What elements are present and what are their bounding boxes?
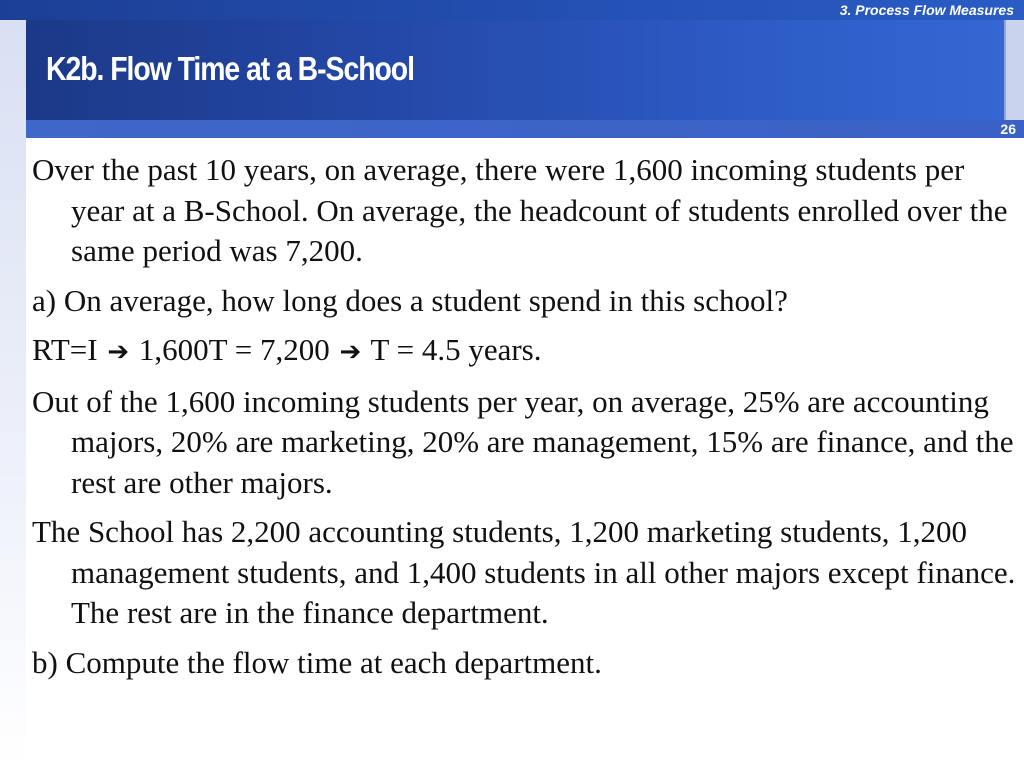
top-header-strip [0,0,1024,20]
formula-littles-law: RT=I [32,332,98,367]
formula-substitution: 1,600T = 7,200 [138,332,330,367]
problem-statement: Over the past 10 years, on average, there were 1,600 incoming students per year at a B-School. On average, the headcount of students enrolled over the same period was 7,200. [32,152,1008,268]
formula-result: T = 4.5 years. [370,332,542,367]
formula-line [32,330,1016,373]
section-label: 3. Process Flow Measures [839,2,1014,18]
question-b: b) Compute the flow time at each department. [32,644,602,680]
left-decorative-bar [0,20,26,768]
page-number: 26 [1000,121,1016,137]
question-a: a) On average, how long does a student spend in this school? [32,282,788,318]
right-decorative-bar [1006,20,1024,120]
right-arrow-icon: ➔ [339,337,362,367]
right-arrow-icon: ➔ [107,337,130,367]
slide-content [32,150,1016,692]
page-number-strip [26,120,1024,138]
enrollment-breakdown: The School has 2,200 accounting students, 1,200 marketing students, 1,200 management students, and 1,400 students in all other majors except finance. The rest are in the finance department. [32,514,1016,630]
title-banner [26,20,1006,120]
slide-title: K2b. Flow Time at a B-School [46,50,414,87]
majors-breakdown: Out of the 1,600 incoming students per year, on average, 25% are accounting majors, 20% are marketing, 20% are management, 15% are finance, and the rest are other majors. [32,383,1014,500]
